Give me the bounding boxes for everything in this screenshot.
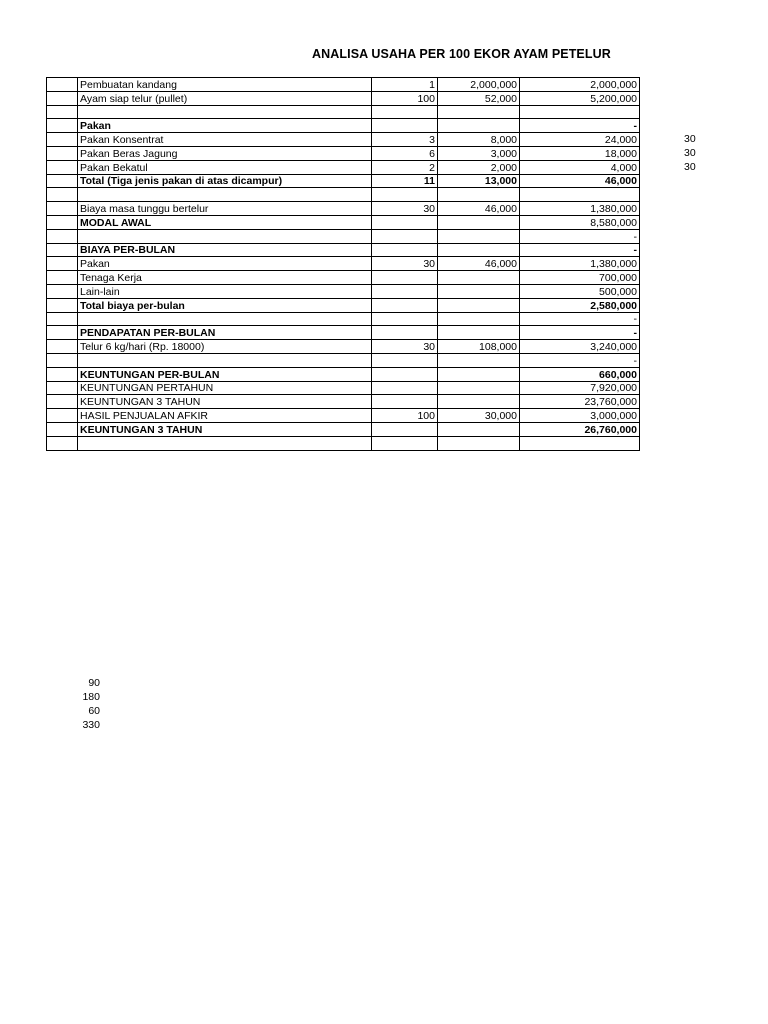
side-values-column bbox=[684, 132, 696, 174]
cell-label: Total (Tiga jenis pakan di atas dicampur) bbox=[78, 174, 372, 188]
cell-label: KEUNTUNGAN 3 TAHUN bbox=[78, 422, 372, 436]
cell-qty bbox=[372, 326, 438, 340]
cell-qty bbox=[372, 119, 438, 133]
cell-price: 108,000 bbox=[438, 340, 520, 354]
cell-index bbox=[47, 160, 78, 174]
cell-index bbox=[47, 409, 78, 423]
page-title: ANALISA USAHA PER 100 EKOR AYAM PETELUR bbox=[312, 47, 611, 61]
table-row bbox=[47, 243, 640, 257]
cell-price bbox=[438, 367, 520, 381]
cell-total: 3,000,000 bbox=[520, 409, 640, 423]
cell-qty: 1 bbox=[372, 78, 438, 92]
cell-qty bbox=[372, 436, 438, 450]
cell-label: BIAYA PER-BULAN bbox=[78, 243, 372, 257]
cell-total: 18,000 bbox=[520, 146, 640, 160]
cell-price bbox=[438, 271, 520, 285]
cell-qty bbox=[372, 367, 438, 381]
cell-price: 46,000 bbox=[438, 257, 520, 271]
cell-price: 3,000 bbox=[438, 146, 520, 160]
cell-label: Lain-lain bbox=[78, 284, 372, 298]
cell-total: - bbox=[520, 243, 640, 257]
cell-label bbox=[78, 229, 372, 243]
cell-qty: 100 bbox=[372, 409, 438, 423]
cell-qty bbox=[372, 395, 438, 409]
table-row bbox=[47, 105, 640, 119]
cell-index bbox=[47, 312, 78, 326]
table-row bbox=[47, 215, 640, 229]
cell-index bbox=[47, 105, 78, 119]
cell-qty: 6 bbox=[372, 146, 438, 160]
table-row bbox=[47, 422, 640, 436]
cell-label: Biaya masa tunggu bertelur bbox=[78, 202, 372, 216]
cell-qty: 30 bbox=[372, 340, 438, 354]
cell-price: 2,000 bbox=[438, 160, 520, 174]
cell-total bbox=[520, 188, 640, 202]
cell-label: HASIL PENJUALAN AFKIR bbox=[78, 409, 372, 423]
table-row bbox=[47, 229, 640, 243]
cell-total: 3,240,000 bbox=[520, 340, 640, 354]
table-row bbox=[47, 284, 640, 298]
side-value: 30 bbox=[684, 147, 696, 159]
cell-qty bbox=[372, 284, 438, 298]
cell-index bbox=[47, 91, 78, 105]
cell-label: Tenaga Kerja bbox=[78, 271, 372, 285]
bottom-values-column bbox=[76, 676, 100, 732]
bottom-value: 90 bbox=[88, 677, 100, 689]
cell-price bbox=[438, 436, 520, 450]
cell-price bbox=[438, 298, 520, 312]
cell-index bbox=[47, 271, 78, 285]
cell-total: 500,000 bbox=[520, 284, 640, 298]
table-row bbox=[47, 271, 640, 285]
cell-qty bbox=[372, 243, 438, 257]
cell-qty: 30 bbox=[372, 257, 438, 271]
cell-label: Pembuatan kandang bbox=[78, 78, 372, 92]
cell-index bbox=[47, 257, 78, 271]
table-row bbox=[47, 119, 640, 133]
table-row bbox=[47, 146, 640, 160]
cell-label: KEUNTUNGAN PERTAHUN bbox=[78, 381, 372, 395]
cell-label bbox=[78, 312, 372, 326]
cell-label: Pakan bbox=[78, 119, 372, 133]
cell-index bbox=[47, 146, 78, 160]
cell-index bbox=[47, 78, 78, 92]
cell-index bbox=[47, 174, 78, 188]
table-row bbox=[47, 395, 640, 409]
bottom-value: 330 bbox=[82, 719, 100, 731]
cell-index bbox=[47, 133, 78, 147]
cell-label: Telur 6 kg/hari (Rp. 18000) bbox=[78, 340, 372, 354]
cell-qty bbox=[372, 298, 438, 312]
cell-total bbox=[520, 436, 640, 450]
analysis-table bbox=[46, 77, 640, 451]
table-row bbox=[47, 381, 640, 395]
cell-total: 660,000 bbox=[520, 367, 640, 381]
cell-price: 13,000 bbox=[438, 174, 520, 188]
cell-label: Pakan Bekatul bbox=[78, 160, 372, 174]
cell-total: 23,760,000 bbox=[520, 395, 640, 409]
cell-total: 8,580,000 bbox=[520, 215, 640, 229]
cell-price bbox=[438, 188, 520, 202]
table-row bbox=[47, 257, 640, 271]
cell-qty: 2 bbox=[372, 160, 438, 174]
cell-qty bbox=[372, 271, 438, 285]
bottom-value: 60 bbox=[88, 705, 100, 717]
cell-qty bbox=[372, 312, 438, 326]
side-value: 30 bbox=[684, 161, 696, 173]
cell-price bbox=[438, 105, 520, 119]
cell-index bbox=[47, 284, 78, 298]
table-row bbox=[47, 91, 640, 105]
cell-index bbox=[47, 422, 78, 436]
cell-label: Pakan Konsentrat bbox=[78, 133, 372, 147]
table-row bbox=[47, 202, 640, 216]
cell-qty bbox=[372, 381, 438, 395]
cell-price bbox=[438, 326, 520, 340]
cell-total: 2,000,000 bbox=[520, 78, 640, 92]
cell-qty bbox=[372, 105, 438, 119]
cell-index bbox=[47, 298, 78, 312]
cell-index bbox=[47, 353, 78, 367]
cell-price bbox=[438, 353, 520, 367]
cell-qty bbox=[372, 188, 438, 202]
table-row bbox=[47, 133, 640, 147]
cell-price: 2,000,000 bbox=[438, 78, 520, 92]
cell-total: 24,000 bbox=[520, 133, 640, 147]
bottom-value: 180 bbox=[82, 691, 100, 703]
cell-total: 26,760,000 bbox=[520, 422, 640, 436]
cell-total: 1,380,000 bbox=[520, 202, 640, 216]
cell-index bbox=[47, 367, 78, 381]
cell-qty bbox=[372, 353, 438, 367]
cell-label bbox=[78, 353, 372, 367]
cell-index bbox=[47, 340, 78, 354]
cell-qty bbox=[372, 229, 438, 243]
side-value: 30 bbox=[684, 133, 696, 145]
cell-price: 8,000 bbox=[438, 133, 520, 147]
cell-total: 700,000 bbox=[520, 271, 640, 285]
table-row bbox=[47, 367, 640, 381]
cell-price: 30,000 bbox=[438, 409, 520, 423]
cell-price bbox=[438, 284, 520, 298]
cell-index bbox=[47, 243, 78, 257]
table-row bbox=[47, 353, 640, 367]
table-row bbox=[47, 298, 640, 312]
cell-label bbox=[78, 436, 372, 450]
table-row bbox=[47, 436, 640, 450]
cell-total: 4,000 bbox=[520, 160, 640, 174]
cell-price: 52,000 bbox=[438, 91, 520, 105]
cell-price bbox=[438, 422, 520, 436]
cell-label: KEUNTUNGAN PER-BULAN bbox=[78, 367, 372, 381]
table-row bbox=[47, 312, 640, 326]
cell-price: 46,000 bbox=[438, 202, 520, 216]
cell-qty: 100 bbox=[372, 91, 438, 105]
table-row bbox=[47, 409, 640, 423]
cell-total: 46,000 bbox=[520, 174, 640, 188]
cell-index bbox=[47, 215, 78, 229]
table-row bbox=[47, 340, 640, 354]
cell-total: - bbox=[520, 353, 640, 367]
cell-price bbox=[438, 312, 520, 326]
cell-qty bbox=[372, 422, 438, 436]
cell-qty: 11 bbox=[372, 174, 438, 188]
cell-qty bbox=[372, 215, 438, 229]
cell-index bbox=[47, 188, 78, 202]
cell-price bbox=[438, 215, 520, 229]
cell-total: - bbox=[520, 229, 640, 243]
cell-price bbox=[438, 243, 520, 257]
cell-label: Pakan Beras Jagung bbox=[78, 146, 372, 160]
cell-total: - bbox=[520, 312, 640, 326]
cell-price bbox=[438, 395, 520, 409]
cell-label: Ayam siap telur (pullet) bbox=[78, 91, 372, 105]
table-row bbox=[47, 160, 640, 174]
cell-price bbox=[438, 119, 520, 133]
cell-total: 2,580,000 bbox=[520, 298, 640, 312]
cell-price bbox=[438, 381, 520, 395]
cell-index bbox=[47, 119, 78, 133]
cell-total: - bbox=[520, 119, 640, 133]
cell-label: Pakan bbox=[78, 257, 372, 271]
cell-label bbox=[78, 105, 372, 119]
table-row bbox=[47, 188, 640, 202]
table-row bbox=[47, 78, 640, 92]
cell-label: KEUNTUNGAN 3 TAHUN bbox=[78, 395, 372, 409]
cell-index bbox=[47, 436, 78, 450]
cell-index bbox=[47, 202, 78, 216]
cell-total: 7,920,000 bbox=[520, 381, 640, 395]
table-row bbox=[47, 174, 640, 188]
cell-label bbox=[78, 188, 372, 202]
cell-price bbox=[438, 229, 520, 243]
cell-qty: 30 bbox=[372, 202, 438, 216]
cell-index bbox=[47, 326, 78, 340]
table-body bbox=[47, 78, 640, 451]
cell-total: 1,380,000 bbox=[520, 257, 640, 271]
cell-index bbox=[47, 229, 78, 243]
cell-qty: 3 bbox=[372, 133, 438, 147]
table-row bbox=[47, 326, 640, 340]
cell-label: PENDAPATAN PER-BULAN bbox=[78, 326, 372, 340]
cell-label: Total biaya per-bulan bbox=[78, 298, 372, 312]
cell-total: - bbox=[520, 326, 640, 340]
cell-total bbox=[520, 105, 640, 119]
cell-total: 5,200,000 bbox=[520, 91, 640, 105]
cell-label: MODAL AWAL bbox=[78, 215, 372, 229]
cell-index bbox=[47, 381, 78, 395]
cell-index bbox=[47, 395, 78, 409]
